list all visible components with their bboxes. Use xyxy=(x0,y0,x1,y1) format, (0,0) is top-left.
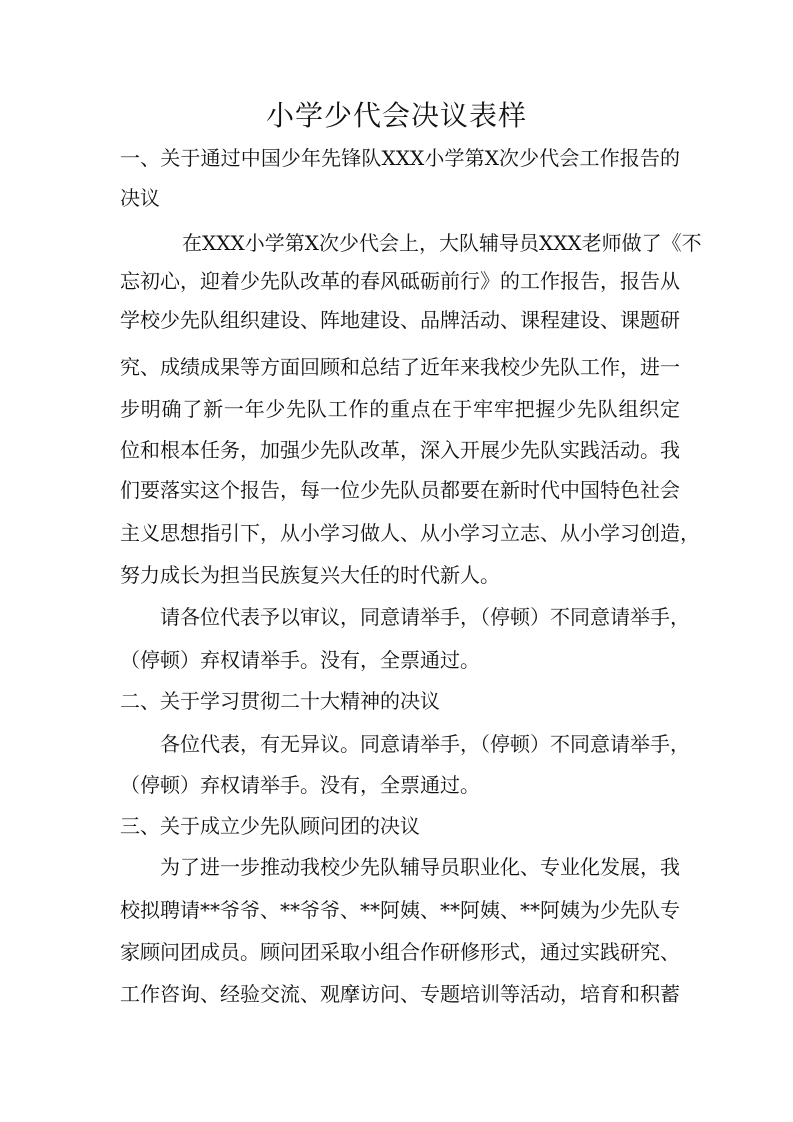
section3-paragraph-line: 工作咨询、经验交流、观摩访问、专题培训等活动，培育和积蓄 xyxy=(120,982,680,1006)
section1-heading-line: 一、关于通过中国少年先锋队XXX小学第X次少代会工作报告的 xyxy=(120,146,680,170)
section1-paragraph1-line: 究、成绩成果等方面回顾和总结了近年来我校少先队工作，进一 xyxy=(120,355,680,379)
section1-paragraph1-line: 步明确了新一年少先队工作的重点在于牢牢把握少先队组织定 xyxy=(120,397,680,421)
section1-paragraph1-line: 主义思想指引下，从小学习做人、从小学习立志、从小学习创造， xyxy=(120,521,700,545)
section1-paragraph1-line: 位和根本任务，加强少先队改革，深入开展少先队实践活动。我 xyxy=(120,438,680,462)
section1-paragraph2-line: （停顿）弃权请举手。没有，全票通过。 xyxy=(120,648,480,672)
section3-heading: 三、关于成立少先队顾问团的决议 xyxy=(120,814,420,838)
section3-paragraph-line: 家顾问团成员。顾问团采取小组合作研修形式，通过实践研究、 xyxy=(120,940,680,964)
section1-paragraph1-line: 在XXX小学第X次少代会上，大队辅导员XXX老师做了《不 xyxy=(182,231,702,255)
section1-heading-line: 决议 xyxy=(120,186,160,210)
section1-paragraph1-line: 忘初心，迎着少先队改革的春风砥砺前行》的工作报告，报告从 xyxy=(120,269,680,293)
section3-paragraph-line: 校拟聘请**爷爷、**爷爷、**阿姨、**阿姨、**阿姨为少先队专 xyxy=(120,898,680,922)
section2-paragraph-line: （停顿）弃权请举手。没有，全票通过。 xyxy=(120,773,480,797)
section1-paragraph2-line: 请各位代表予以审议，同意请举手，（停顿）不同意请举手， xyxy=(160,605,690,629)
section3-paragraph-line: 为了进一步推动我校少先队辅导员职业化、专业化发展，我 xyxy=(160,855,680,879)
section2-paragraph-line: 各位代表，有无异议。同意请举手，（停顿）不同意请举手， xyxy=(160,732,690,756)
section2-heading: 二、关于学习贯彻二十大精神的决议 xyxy=(120,689,440,713)
section1-paragraph1-line: 努力成长为担当民族复兴大任的时代新人。 xyxy=(120,563,500,587)
document-title: 小学少代会决议表样 xyxy=(265,99,527,132)
section1-paragraph1-line: 学校少先队组织建设、阵地建设、品牌活动、课程建设、课题研 xyxy=(120,308,680,332)
section1-paragraph1-line: 们要落实这个报告，每一位少先队员都要在新时代中国特色社会 xyxy=(120,478,680,502)
